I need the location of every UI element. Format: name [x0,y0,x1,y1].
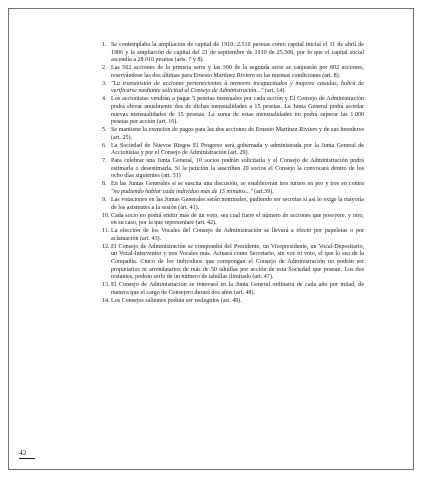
list-item [102,96,364,126]
item-text: Los accionistas vendrán a pagar 5 pesetas mensuales por cada acción y El Consejo de Administración podrá elevar anualmente dos de dichas mensualidades a 15 pesetas. La Junta General podrá acordar nuevas mensualidades de 15 pesetas. La suma de estas mensualidades no podrá superar las 1.000 pesetas por acción (art. 16). [111,96,364,126]
item-text: El Consejo de Administración se compondrá del Presidente, un Vicepresidente, un Vocal-Depositario, un Vocal-Interventor y tres Vocales más. Actuará como Secretario, sin voz ni voto, el que lo sea de la Compañía. Cinco de los individuos que compongan el Consejo de Administración no podrán ser propietarios ni arrendatarios de más de 50 tahúllas por acción de esta Sociedad que posean. Los dos restantes, podrán serlo de un número de tahúllas ilimitado (art. 47). [111,243,364,281]
item-text: Las 502 acciones de la primera serie y las 300 de la segunda serie se canjearán por 802 acciones, reservándose las dos últimas para Ernesto Martínez Riviero en las mismas condiciones (art. 8). [111,65,364,79]
item-text: Se mantiene la exención de pagos para las dos acciones de Ernesto Martínez Riviero y de sus herederos (art. 25). [111,127,364,141]
item-number: 5. [102,127,107,134]
list-item [102,197,364,212]
item-text: La Sociedad de Nuevos Riegos El Progreso será gobernada y administrada por la Junta General de Accionistas y por el Consejo de Administración (art. 29). [111,142,364,157]
item-text: "La transmisión de acciones pertenecientes á menores incapacitados y mujeres casadas, habrá de verificarse mediante solicitud al Consejo de Administración..." [111,80,364,95]
item-number: 11. [102,228,110,235]
item-number: 2. [102,65,107,72]
item-text: El Consejo de Administración se renovará en la Junta General ordinaria de cada año por mitad, de manera que el cargo de Consejero durará dos años (art. 48). [111,282,364,296]
item-text: Cada socio no podrá emitir más de un voto, sea cual fuere el número de acciones que poseyere, y otro, en su caso, por la que representare (art. 42). [111,212,364,227]
list-item [102,228,364,243]
list-item [102,158,364,181]
item-number: 13. [102,282,110,289]
item-text: Se contemplaba la ampliación de capital de 1910: 2.510 pesetas como capital inicial el 11 de abril de 1906 y la ampliación de capital del 21 de septiembre de 1910 de 25.500, por lo que el capital social ascendía a 28.010 pesetas (arts. 7 y 8). [111,42,364,64]
article-list [102,42,364,306]
page-number: 42 [19,449,35,459]
list-item [102,81,364,96]
item-text: La elección de los Vocales del Consejo de Administración se llevará a efecto por papeletas o por aclamación (art. 43). [111,228,364,242]
item-text: "no pudiendo hablar cada individuo más de 15 minutos..." [111,189,253,196]
item-number: 8. [102,181,107,188]
list-item [102,42,364,65]
item-text: Los Consejos salientes podrán ser reelegidos (art. 49). [111,297,242,304]
list-item [102,143,364,158]
list-item [102,65,364,80]
item-number: 1. [102,42,107,48]
item-text: (art. 14). [263,88,286,95]
item-number: 7. [102,158,107,165]
item-number: 3. [102,80,107,87]
item-number: 6. [102,142,107,149]
item-text: Para celebrar una Junta General, 10 socios podrán solicitarla y el Consejo de Administración podrá estimarla o desestimarla. Si la petición la suscriben 20 socios el Consejo la convocará dentro de los ocho días siguientes (art. 31) [111,158,364,180]
item-text: Las votaciones en las Juntas Generales serán nominales, pudiendo ser secretas si así lo exige la mayoría de los asistentes a la sesión (art. 41). [111,197,364,211]
list-item [102,244,364,282]
list-item [102,298,364,306]
item-number: 14. [102,297,110,304]
list-item [102,127,364,142]
list-item [102,213,364,228]
item-number: 10. [102,212,110,219]
list-item [102,282,364,297]
item-number: 4. [102,96,107,103]
item-text: (art.39). [252,189,274,196]
list-item [102,181,364,196]
item-number: 12. [102,243,110,250]
item-text: En las Juntas Generales si se suscita una discusión, se establecerán tres turnos en pro y tres en contra [111,181,364,188]
item-number: 9. [102,197,107,203]
